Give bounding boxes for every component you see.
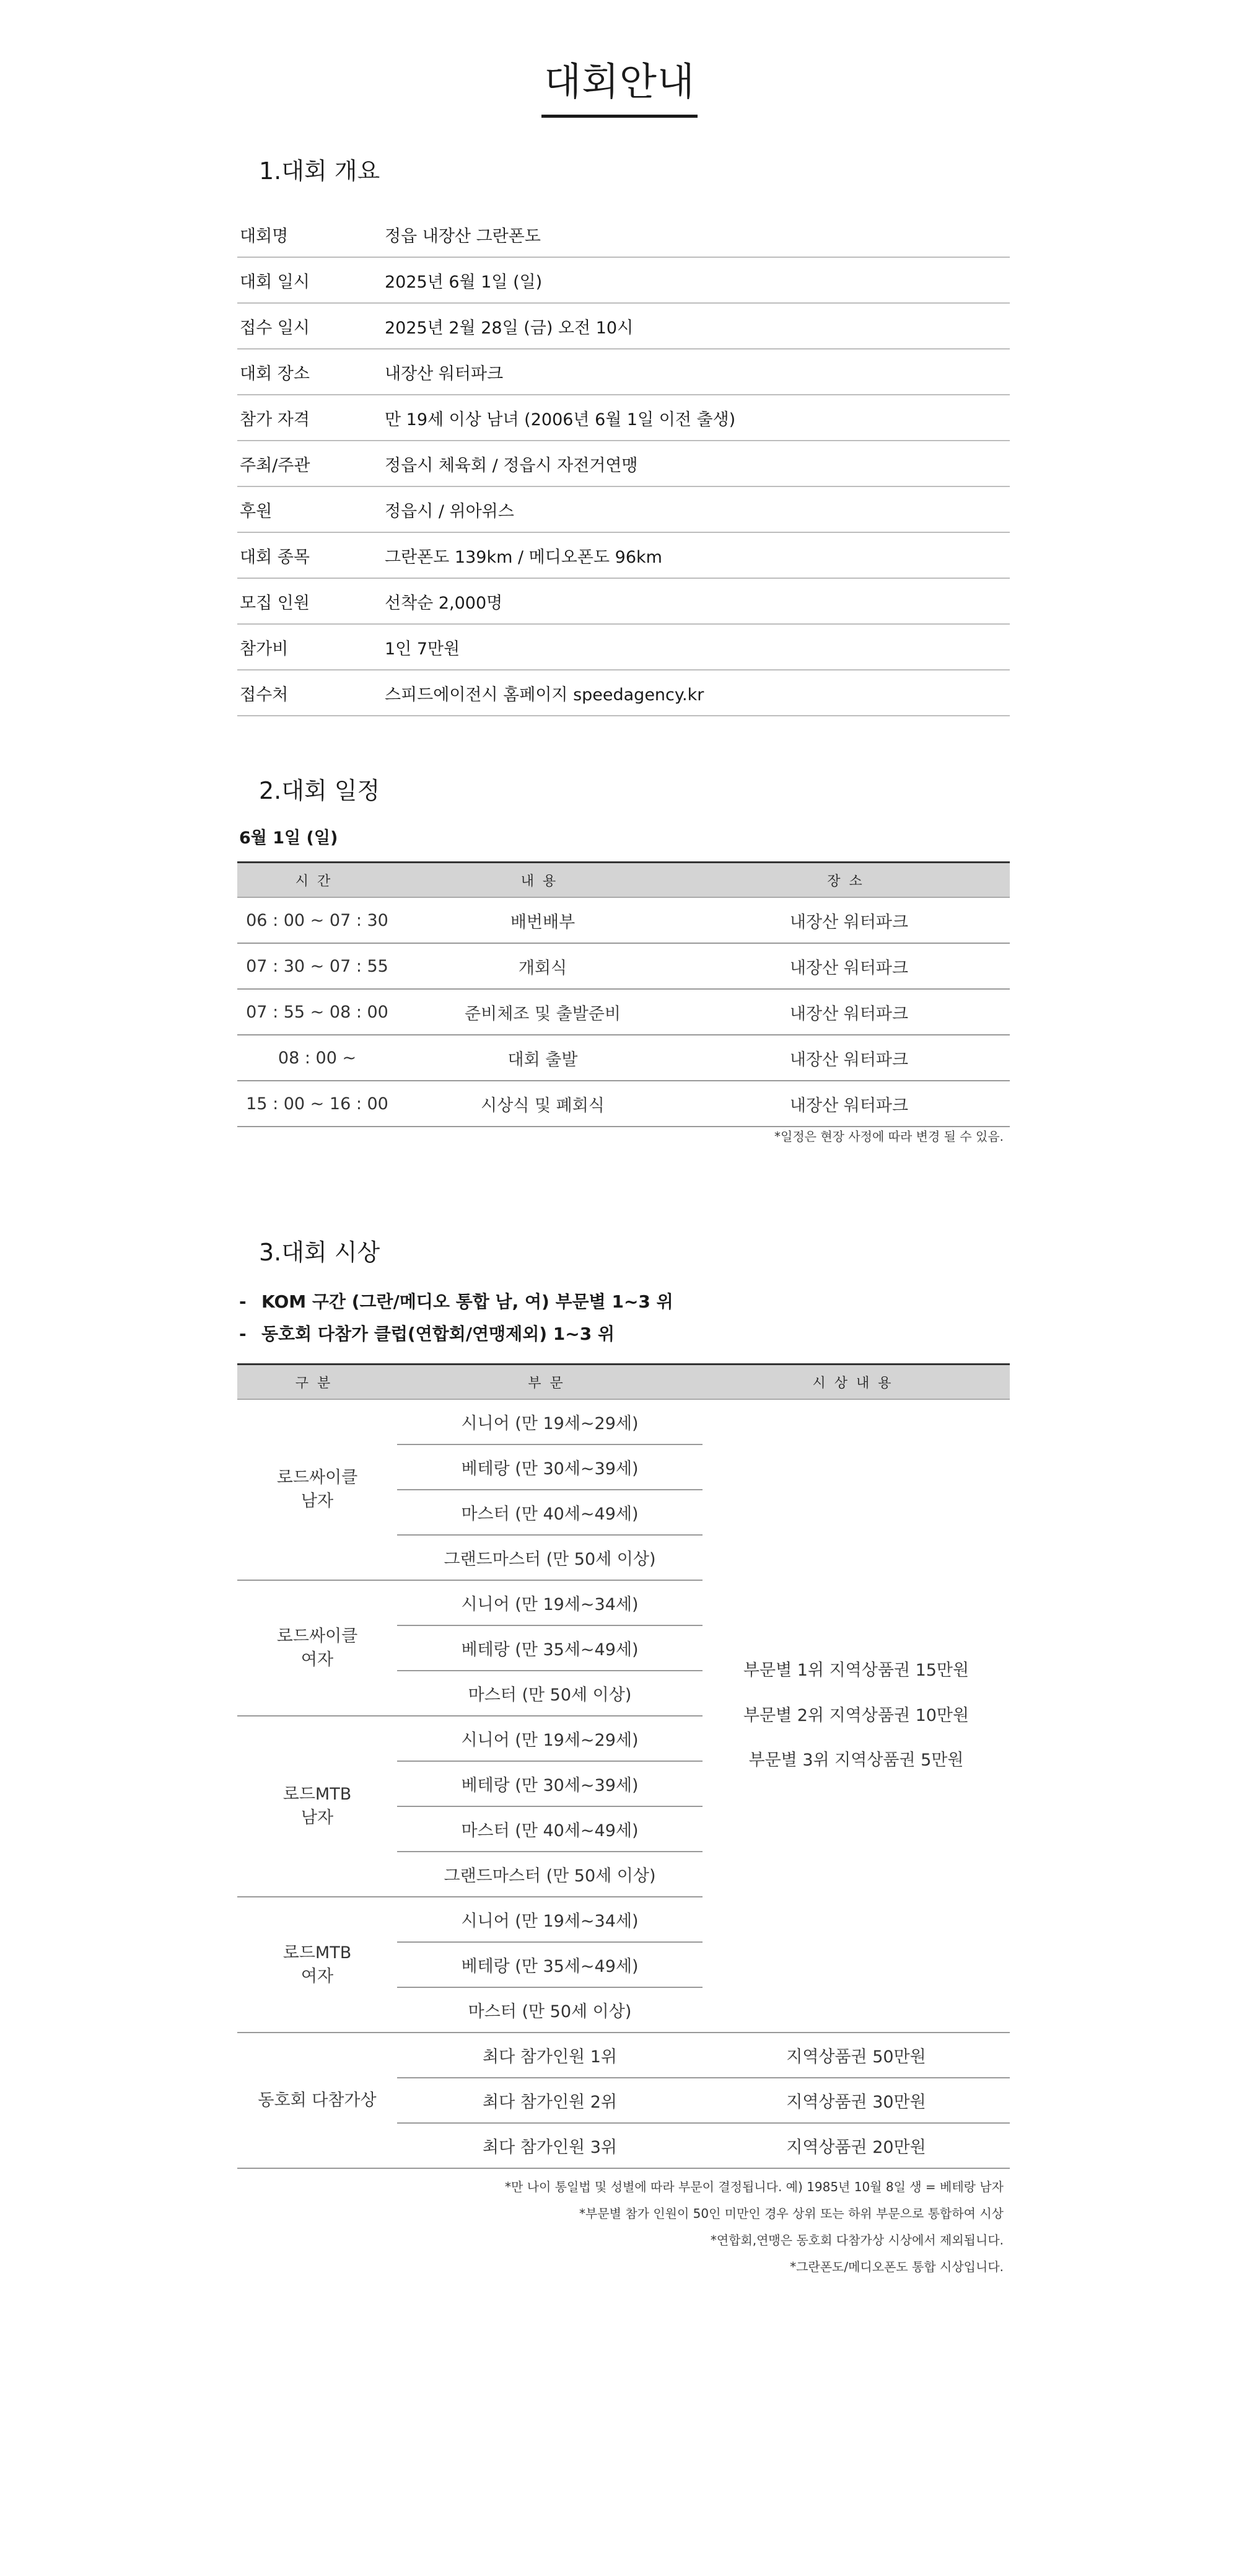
page-title: 대회안내 — [0, 51, 1239, 118]
schedule-cell: 07 : 55 ~ 08 : 00 — [237, 989, 397, 1035]
bullet-dash: - — [239, 1324, 247, 1344]
awards-division-cell: 베테랑 (만 35세~49세) — [397, 1625, 703, 1671]
awards-footnote: *만 나이 통일법 및 성별에 따라 부문이 결정됩니다. 예) 1985년 10월 8일 생 = 베테랑 남자 — [505, 2179, 1004, 2194]
awards-division-cell: 마스터 (만 50세 이상) — [397, 1671, 703, 1716]
awards-header-row — [237, 1365, 1010, 1400]
schedule-cell: 배번배부 — [397, 897, 688, 943]
schedule-date: 6월 1일 (일) — [239, 829, 338, 848]
overview-value: 1인 7만원 — [385, 639, 460, 659]
awards-footnote: *연합회,연맹은 동호회 다참가상 시상에서 제외됩니다. — [710, 2233, 1004, 2248]
schedule-cell: 07 : 30 ~ 07 : 55 — [237, 943, 397, 989]
awards-group-name: 로드싸이클 — [276, 1468, 358, 1488]
awards-footnote: *그란폰도/메디오폰도 통합 시상입니다. — [790, 2259, 1004, 2274]
overview-label: 참가비 — [240, 639, 289, 659]
awards-division-cell: 베테랑 (만 30세~39세) — [397, 1444, 703, 1490]
awards-group-name: 로드MTB — [282, 1943, 352, 1963]
overview-row — [237, 533, 1010, 579]
schedule-header-cell: 장소 — [688, 863, 1010, 898]
awards-division-cell: 마스터 (만 40세~49세) — [397, 1806, 703, 1852]
awards-header-cell: 구분 — [237, 1365, 397, 1400]
awards-division-cell: 그랜드마스터 (만 50세 이상) — [397, 1852, 703, 1897]
overview-value: 정읍 내장산 그란폰도 — [385, 226, 541, 246]
overview-row — [237, 212, 1010, 258]
overview-label: 주최/주관 — [240, 455, 310, 475]
overview-row — [237, 441, 1010, 487]
schedule-cell: 내장산 워터파크 — [688, 1081, 1010, 1127]
awards-division-cell: 베테랑 (만 35세~49세) — [397, 1942, 703, 1987]
overview-row — [237, 670, 1010, 716]
overview-row — [237, 487, 1010, 533]
section-overview-title: 1.대회 개요 — [259, 157, 380, 185]
overview-label: 후원 — [240, 501, 273, 521]
schedule-table — [237, 861, 1010, 1127]
awards-group-name: 여자 — [300, 1966, 334, 1986]
schedule-cell: 준비체조 및 출발준비 — [397, 989, 688, 1035]
overview-row — [237, 258, 1010, 304]
awards-group-cell — [237, 1399, 397, 1580]
awards-division-cell: 마스터 (만 40세~49세) — [397, 1490, 703, 1535]
awards-header-cell: 시상내용 — [703, 1365, 1010, 1400]
awards-prize-line: 부문별 3위 지역상품권 5만원 — [748, 1751, 964, 1770]
awards-bullet — [239, 1286, 673, 1318]
awards-division-cell: 시니어 (만 19세~34세) — [397, 1580, 703, 1625]
overview-row — [237, 579, 1010, 625]
overview-label: 모집 인원 — [240, 593, 310, 613]
schedule-row — [237, 1035, 1010, 1081]
bullet-text: 동호회 다참가 클럽(연합회/연맹제외) 1~3 위 — [261, 1324, 615, 1344]
schedule-note: *일정은 현장 사정에 따라 변경 될 수 있음. — [774, 1129, 1004, 1144]
awards-row — [237, 1399, 1010, 1444]
bullet-text: KOM 구간 (그란/메디오 통합 남, 여) 부문별 1~3 위 — [261, 1291, 673, 1312]
bullet-dash: - — [239, 1291, 247, 1312]
awards-bullet — [239, 1318, 673, 1350]
schedule-cell: 내장산 워터파크 — [688, 897, 1010, 943]
overview-value: 2025년 6월 1일 (일) — [385, 272, 543, 292]
awards-division-cell: 시니어 (만 19세~29세) — [397, 1716, 703, 1761]
awards-prize-line: 부문별 2위 지역상품권 10만원 — [743, 1705, 970, 1725]
awards-group-cell — [237, 1716, 397, 1897]
overview-value: 선착순 2,000명 — [385, 593, 503, 613]
overview-row — [237, 349, 1010, 395]
awards-header-cell: 부문 — [397, 1365, 703, 1400]
schedule-cell: 06 : 00 ~ 07 : 30 — [237, 897, 397, 943]
overview-label: 대회 일시 — [240, 272, 310, 292]
awards-division-cell: 마스터 (만 50세 이상) — [397, 1987, 703, 2033]
awards-group-name: 로드싸이클 — [276, 1626, 358, 1646]
awards-division-cell: 베테랑 (만 30세~39세) — [397, 1761, 703, 1806]
overview-value: 내장산 워터파크 — [385, 364, 504, 384]
section-schedule-title: 2.대회 일정 — [259, 777, 380, 804]
overview-value: 그란폰도 139km / 메디오폰도 96km — [385, 547, 662, 567]
schedule-row — [237, 989, 1010, 1035]
overview-label: 접수처 — [240, 685, 289, 705]
awards-bullet-list — [239, 1286, 673, 1350]
overview-value: 2025년 2월 28일 (금) 오전 10시 — [385, 318, 634, 338]
schedule-header-row — [237, 863, 1010, 898]
overview-row — [237, 395, 1010, 441]
schedule-cell: 대회 출발 — [397, 1035, 688, 1081]
awards-group-name: 로드MTB — [282, 1785, 352, 1805]
overview-row — [237, 304, 1010, 349]
overview-value: 스피드에이전시 홈페이지 speedagency.kr — [385, 685, 704, 705]
schedule-cell: 개회식 — [397, 943, 688, 989]
schedule-cell: 내장산 워터파크 — [688, 943, 1010, 989]
overview-label: 대회명 — [240, 226, 289, 246]
awards-footnotes — [505, 2174, 1004, 2280]
awards-table — [237, 1363, 1010, 2169]
schedule-cell: 시상식 및 폐회식 — [397, 1081, 688, 1127]
overview-row — [237, 625, 1010, 670]
club-award-row — [237, 2033, 1010, 2078]
overview-label: 대회 장소 — [240, 364, 310, 384]
overview-label: 참가 자격 — [240, 410, 310, 429]
club-award-rank: 최다 참가인원 3위 — [397, 2123, 703, 2168]
schedule-cell: 내장산 워터파크 — [688, 989, 1010, 1035]
overview-value: 정읍시 체육회 / 정읍시 자전거연맹 — [385, 455, 638, 475]
schedule-cell: 15 : 00 ~ 16 : 00 — [237, 1081, 397, 1127]
awards-division-cell: 시니어 (만 19세~34세) — [397, 1897, 703, 1942]
club-award-prize: 지역상품권 30만원 — [703, 2078, 1010, 2123]
club-award-rank: 최다 참가인원 2위 — [397, 2078, 703, 2123]
overview-table — [237, 212, 1010, 716]
schedule-header-cell: 시간 — [237, 863, 397, 898]
club-award-prize: 지역상품권 20만원 — [703, 2123, 1010, 2168]
overview-value: 만 19세 이상 남녀 (2006년 6월 1일 이전 출생) — [385, 410, 736, 429]
awards-group-cell — [237, 1580, 397, 1716]
awards-group-name: 여자 — [300, 1650, 334, 1669]
club-award-name: 동호회 다참가상 — [237, 2033, 397, 2168]
awards-footnote: *부문별 참가 인원이 50인 미만인 경우 상위 또는 하위 부문으로 통합하여 시상 — [579, 2206, 1004, 2221]
awards-division-cell: 그랜드마스터 (만 50세 이상) — [397, 1535, 703, 1580]
awards-group-name: 남자 — [300, 1492, 334, 1511]
awards-prize-line: 부문별 1위 지역상품권 15만원 — [743, 1660, 970, 1680]
overview-label: 대회 종목 — [240, 547, 310, 567]
schedule-header-cell: 내용 — [397, 863, 688, 898]
overview-label: 접수 일시 — [240, 318, 310, 338]
schedule-cell: 08 : 00 ~ — [237, 1035, 397, 1081]
section-awards-title: 3.대회 시상 — [259, 1239, 380, 1266]
awards-group-cell — [237, 1897, 397, 2033]
awards-prize-cell — [703, 1399, 1010, 2033]
schedule-cell: 내장산 워터파크 — [688, 1035, 1010, 1081]
schedule-row — [237, 943, 1010, 989]
awards-division-cell: 시니어 (만 19세~29세) — [397, 1399, 703, 1444]
awards-group-name: 남자 — [300, 1808, 334, 1827]
overview-value: 정읍시 / 위아위스 — [385, 501, 514, 521]
schedule-row — [237, 1081, 1010, 1127]
club-award-rank: 최다 참가인원 1위 — [397, 2033, 703, 2078]
schedule-row — [237, 897, 1010, 943]
club-award-prize: 지역상품권 50만원 — [703, 2033, 1010, 2078]
